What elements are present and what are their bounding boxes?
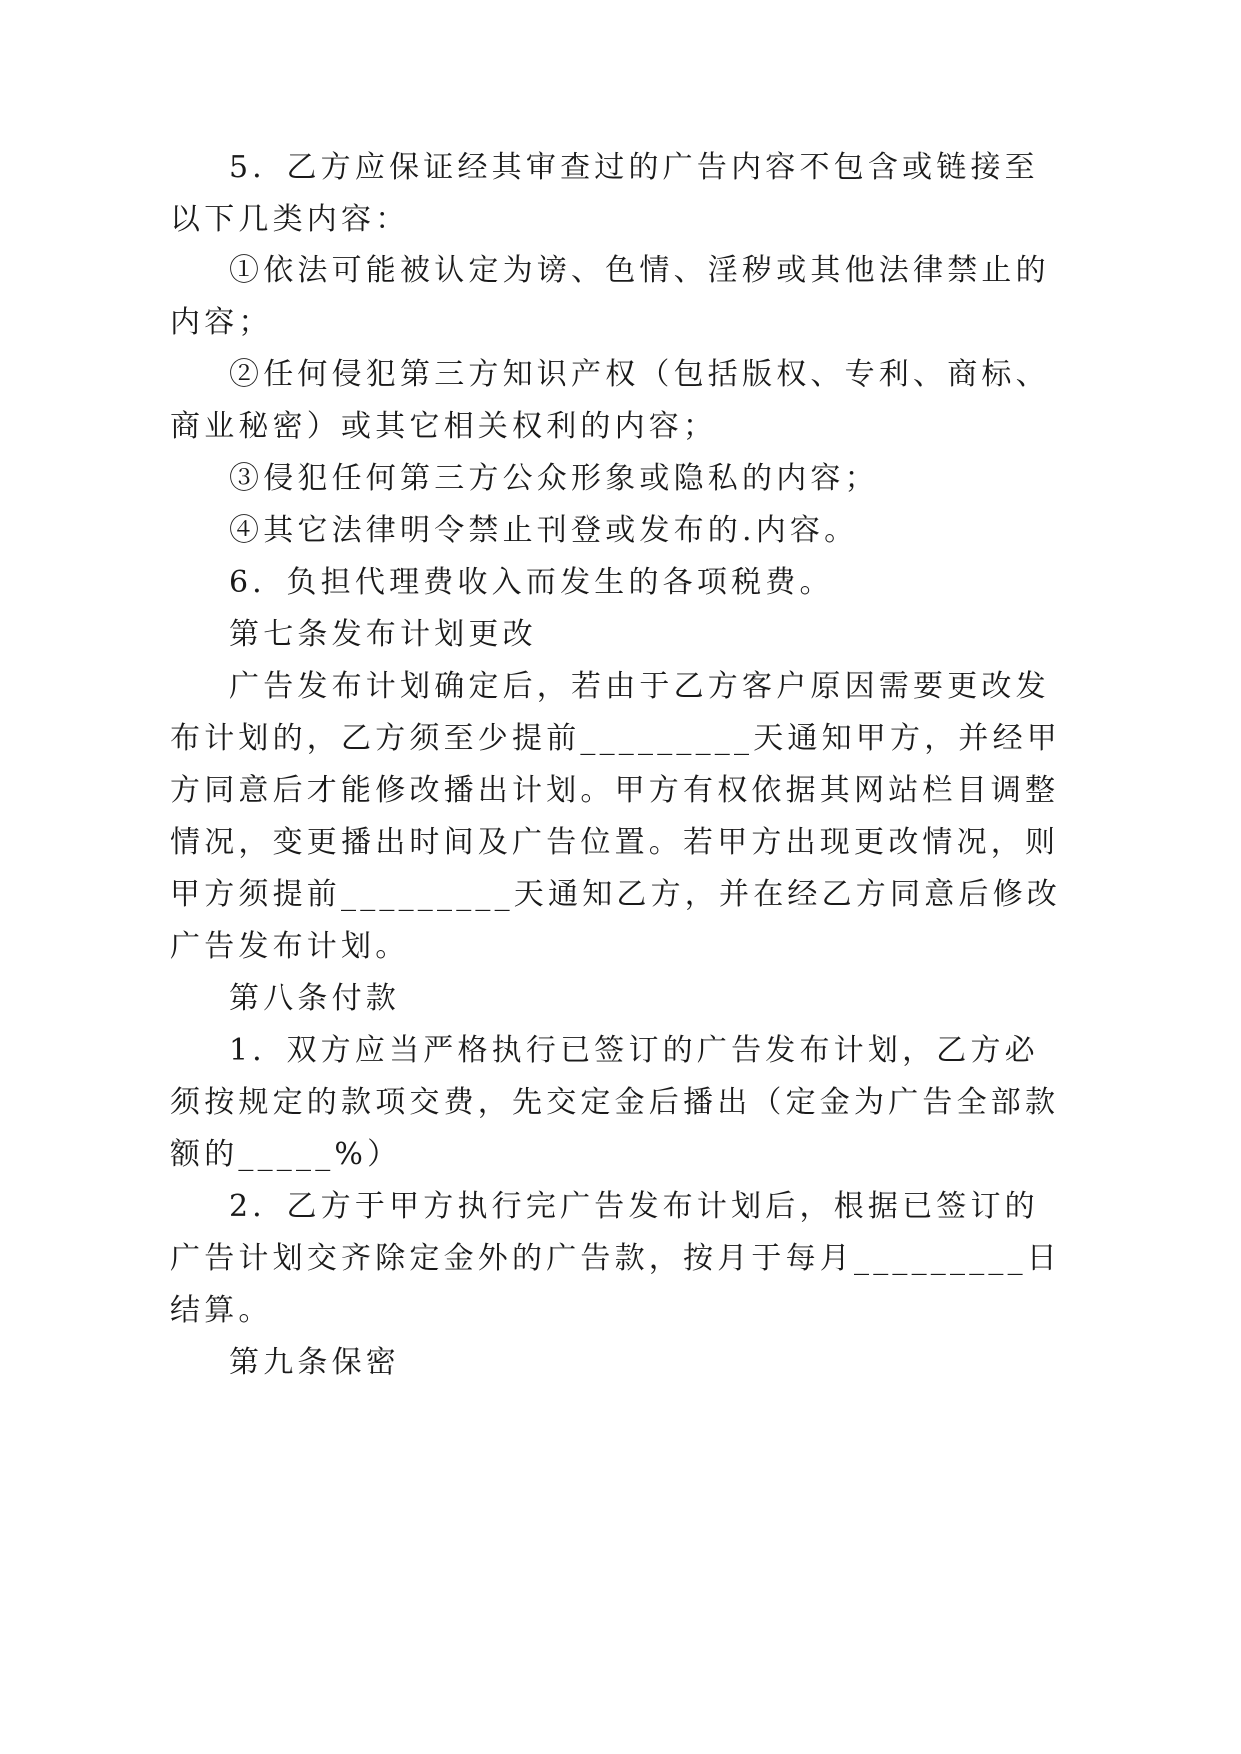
text-line: ①依法可能被认定为谤、色情、淫秽或其他法律禁止的 (229, 253, 1050, 288)
section-heading: 第九条保密 (229, 1345, 400, 1380)
text-line: 方同意后才能修改播出计划。甲方有权依据其网站栏目调整 (170, 773, 1060, 808)
text-line: 内容； (170, 305, 273, 340)
text-line: 结算。 (170, 1293, 273, 1328)
text-line: 以下几类内容： (170, 202, 410, 237)
section-heading: 第八条付款 (229, 981, 400, 1016)
text-line: ④其它法律明令禁止刊登或发布的.内容。 (229, 513, 859, 548)
text-line: 6．负担代理费收入而发生的各项税费。 (229, 565, 834, 600)
text-line: 额的_____%） (170, 1137, 402, 1172)
text-line: 甲方须提前_________天通知乙方，并在经乙方同意后修改 (170, 877, 1061, 912)
text-line: 布计划的，乙方须至少提前_________天通知甲方，并经甲 (170, 721, 1061, 756)
text-line: 2．乙方于甲方执行完广告发布计划后，根据已签订的 (229, 1189, 1039, 1224)
text-line: ②任何侵犯第三方知识产权（包括版权、专利、商标、 (229, 357, 1050, 392)
text-line: 广告发布计划确定后，若由于乙方客户原因需要更改发 (229, 669, 1050, 704)
text-line: ③侵犯任何第三方公众形象或隐私的内容； (229, 461, 879, 496)
text-line: 须按规定的款项交费，先交定金后播出（定金为广告全部款 (170, 1085, 1060, 1120)
text-line: 商业秘密）或其它相关权利的内容； (170, 409, 718, 444)
text-line: 广告发布计划。 (170, 929, 410, 964)
text-line: 5．乙方应保证经其审查过的广告内容不包含或链接至 (229, 150, 1039, 185)
text-line: 1．双方应当严格执行已签订的广告发布计划，乙方必 (229, 1033, 1039, 1068)
section-heading: 第七条发布计划更改 (229, 617, 537, 652)
text-line: 广告计划交齐除定金外的广告款，按月于每月_________日 (170, 1241, 1061, 1276)
text-line: 情况，变更播出时间及广告位置。若甲方出现更改情况，则 (170, 825, 1060, 860)
